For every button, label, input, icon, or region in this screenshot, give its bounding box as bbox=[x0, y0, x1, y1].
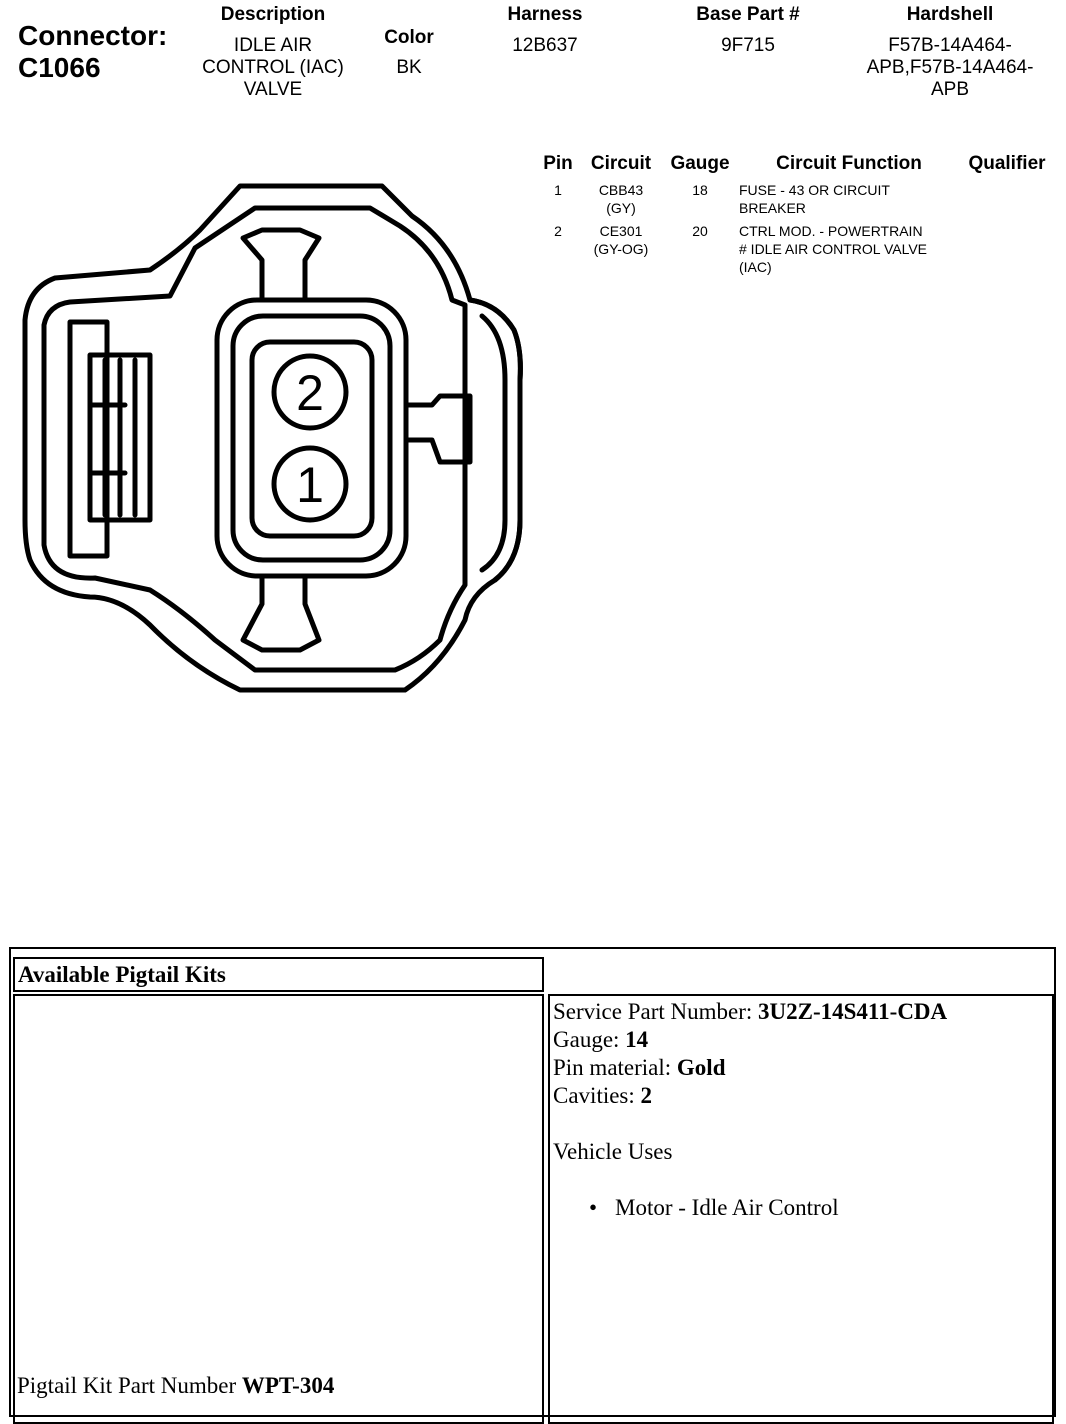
hardshell-value: F57B-14A464- APB,F57B-14A464- APB bbox=[866, 35, 1034, 100]
pigtail-title-cell bbox=[13, 957, 544, 992]
circuit-code: CE301 (GY-OG) bbox=[593, 223, 649, 257]
pin-number: 2 bbox=[554, 223, 562, 239]
description-value: IDLE AIR CONTROL (IAC) VALVE bbox=[202, 35, 344, 100]
circuit-code: CBB43 (GY) bbox=[598, 182, 644, 216]
connector-label: Connector: bbox=[18, 20, 168, 51]
color-value: BK bbox=[396, 57, 422, 78]
pin-material-spec: Pin material: Gold bbox=[553, 1055, 726, 1080]
pin-column-header: Pin bbox=[543, 153, 573, 174]
gauge-spec: Gauge: 14 bbox=[553, 1027, 649, 1052]
gauge-value: 18 bbox=[692, 182, 708, 198]
pigtail-image-cell bbox=[13, 994, 544, 1424]
pin-number: 1 bbox=[554, 182, 562, 198]
pin-1-label: 1 bbox=[296, 457, 324, 513]
base-part-value: 9F715 bbox=[721, 35, 775, 56]
right-latch bbox=[470, 300, 520, 580]
base-part-header: Base Part # bbox=[696, 4, 800, 25]
hardshell-header: Hardshell bbox=[906, 4, 994, 25]
qualifier-column-header: Qualifier bbox=[968, 153, 1046, 174]
circuit-function: FUSE - 43 OR CIRCUIT BREAKER bbox=[739, 182, 890, 216]
kit-part-number: Pigtail Kit Part Number WPT-304 bbox=[17, 1373, 335, 1398]
cavities-spec: Cavities: 2 bbox=[553, 1083, 653, 1108]
cavity-frame-inner bbox=[233, 316, 390, 560]
list-item: • Motor - Idle Air Control bbox=[553, 1194, 1052, 1222]
color-header: Color bbox=[384, 27, 434, 48]
gauge-value: 20 bbox=[692, 223, 708, 239]
harness-header: Harness bbox=[507, 4, 583, 25]
pigtail-title: Available Pigtail Kits bbox=[18, 962, 226, 987]
pigtail-details-cell bbox=[548, 994, 1054, 1424]
bottom-key bbox=[243, 576, 319, 650]
circuit-function: CTRL MOD. - POWERTRAIN # IDLE AIR CONTROL VALVE (IAC) bbox=[739, 223, 928, 275]
connector-face-diagram bbox=[0, 170, 540, 710]
gauge-column-header: Gauge bbox=[670, 153, 730, 174]
top-key bbox=[243, 230, 319, 300]
function-column-header: Circuit Function bbox=[776, 153, 922, 174]
description-header: Description bbox=[220, 4, 326, 25]
vehicle-uses-label: Vehicle Uses bbox=[553, 1139, 673, 1164]
circuit-column-header: Circuit bbox=[590, 153, 652, 174]
housing-outline bbox=[25, 186, 520, 690]
vehicle-uses-list bbox=[553, 1194, 1052, 1222]
harness-value: 12B637 bbox=[512, 35, 578, 56]
right-key bbox=[406, 396, 470, 462]
service-part-number: Service Part Number: 3U2Z-14S411-CDA bbox=[553, 999, 948, 1024]
connector-id: C1066 bbox=[18, 52, 101, 83]
pigtail-details bbox=[550, 996, 1052, 1222]
pin-2-label: 2 bbox=[296, 365, 324, 421]
connector-title bbox=[18, 20, 167, 84]
